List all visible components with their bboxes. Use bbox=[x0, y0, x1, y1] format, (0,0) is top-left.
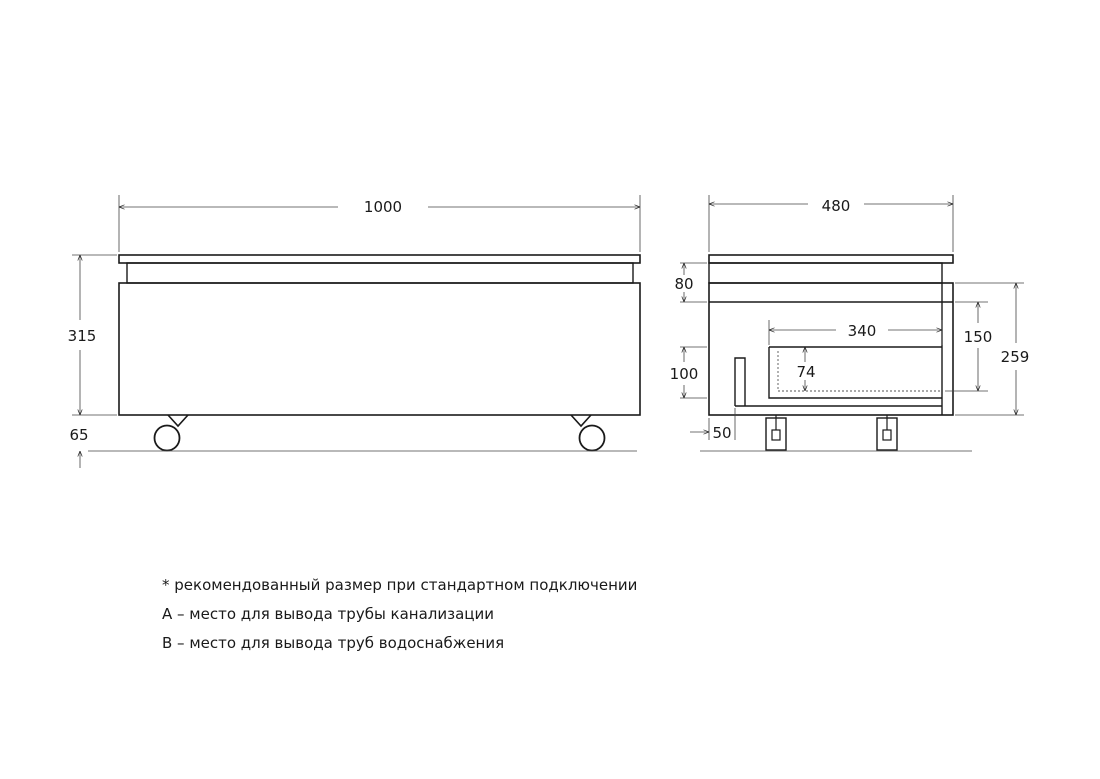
front-right-caster bbox=[571, 415, 605, 451]
side-depth-dimension bbox=[709, 195, 953, 252]
side-top-panel bbox=[709, 255, 953, 263]
front-recess-strip bbox=[127, 263, 633, 283]
side-depth-label: 480 bbox=[821, 197, 851, 215]
front-width-label: 1000 bbox=[363, 198, 403, 216]
side-inner-depth-dimension bbox=[796, 347, 815, 391]
front-view bbox=[68, 195, 640, 468]
side-top-offset-label: 80 bbox=[674, 275, 694, 293]
side-inner-width-label: 340 bbox=[847, 322, 877, 340]
front-height-label: 315 bbox=[67, 327, 97, 345]
front-height-dimension bbox=[68, 255, 117, 415]
side-total-height-label: 259 bbox=[1000, 348, 1030, 366]
side-pipe-height-label: 100 bbox=[669, 365, 699, 383]
front-wheel-height-label: 65 bbox=[69, 426, 89, 444]
side-left-caster bbox=[766, 415, 786, 450]
side-inner-depth-label: 74 bbox=[796, 363, 816, 381]
side-pipe-outlet bbox=[735, 358, 745, 406]
side-inner-drawer bbox=[769, 347, 942, 398]
notes-block bbox=[162, 574, 637, 661]
side-inner-width-dimension bbox=[769, 320, 942, 345]
front-top-panel bbox=[119, 255, 640, 263]
side-view bbox=[670, 195, 1030, 451]
front-left-caster bbox=[155, 415, 189, 451]
front-cabinet-body bbox=[119, 283, 640, 415]
side-top-offset-dimension bbox=[674, 263, 707, 302]
side-right-caster bbox=[877, 415, 897, 450]
front-wheel-dimension bbox=[69, 426, 88, 468]
side-upper-strip bbox=[709, 263, 942, 283]
note-sewer-outlet: А – место для вывода трубы канализации bbox=[162, 605, 495, 623]
side-pipe-height-dimension bbox=[670, 347, 707, 398]
front-width-dimension bbox=[119, 195, 640, 252]
side-offset-dimension bbox=[690, 408, 735, 442]
side-offset-label: 50 bbox=[712, 424, 732, 442]
side-right-height-label: 150 bbox=[963, 328, 993, 346]
note-recommended-size: * рекомендованный размер при стандартном подключении bbox=[162, 576, 638, 594]
side-total-height-dimension bbox=[955, 283, 1029, 415]
side-right-height-dimension bbox=[945, 302, 992, 391]
note-water-supply-outlet: В – место для вывода труб водоснабжения bbox=[162, 634, 505, 652]
